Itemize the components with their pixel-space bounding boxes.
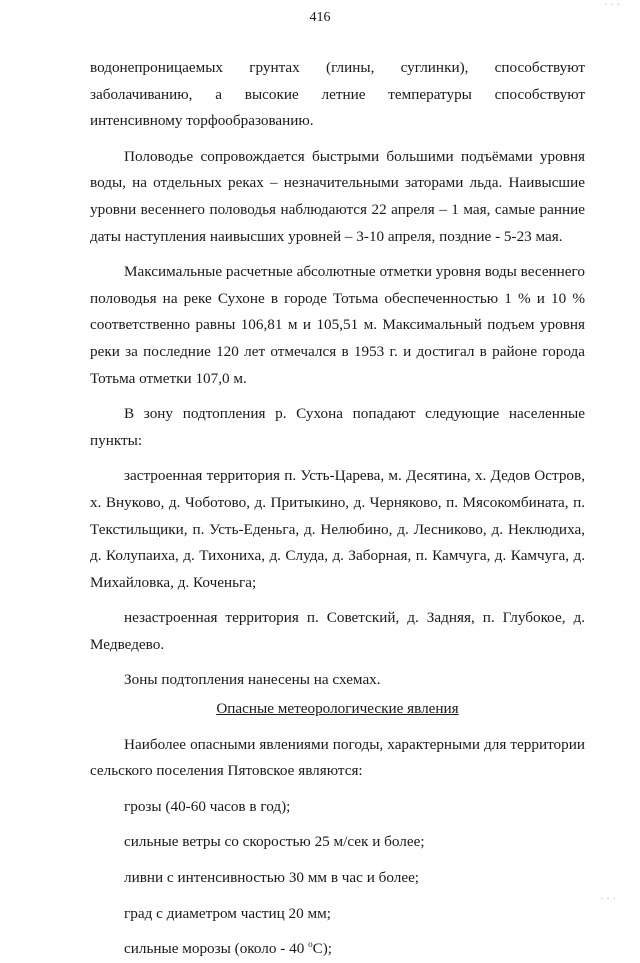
- paragraph-1-continuation: заболачиванию, а высокие летние температуры способствуют интенсивному торфообразованию.: [90, 85, 585, 130]
- corner-mark-bottom: · · ·: [600, 894, 616, 905]
- paragraph-flood-zone: В зону подтопления р. Сухона попадают следующие населенные пункты:: [90, 405, 585, 449]
- paragraph-1: водонепроницаемых грунтах (глины, суглинки), способствуют: [90, 59, 585, 76]
- paragraph-built-territory: застроенная территория п. Усть-Царева, м. Десятина, х. Дедов Остров, х. Внуково, д. Чоботово, д. Притыкино, д. Черняково, п. Мясокомбината, п. Текстильщики, п. Усть-Еденьга, д. Нелюбино, д. Лесниково, д. Неклюдиха, д. Колупаиха, д. Тихониха, д. Слуда, д. Заборная, п. Камчуга, д. Камчуга, д. Михайловка, д. Коченьга;: [90, 467, 585, 591]
- corner-mark-top: · · ·: [604, 0, 620, 11]
- list-item-frost: сильные морозы (около - 40 $^о$С);: [124, 939, 333, 958]
- list-item-storms: грозы (40-60 часов в год);: [124, 797, 291, 815]
- list-item-hail: град с диаметром частиц 20 мм;: [124, 904, 331, 922]
- paragraph-flood: Половодье сопровождается быстрыми большими подъёмами уровня воды, на отдельных реках – незначительными заторами льда. Наивысшие уровни весеннего половодья наблюдаются 22 апреля – 1 мая, самые ранние даты наступления наивысших уровней – 3-10 апреля, поздние - 5-23 мая.: [90, 147, 585, 245]
- paragraph-schemes: Зоны подтопления нанесены на схемах.: [124, 671, 381, 689]
- paragraph-weather: Наиболее опасными явлениями погоды, характерными для территории сельского поселения Пятовское являются:: [90, 735, 585, 780]
- paragraph-water-levels: Максимальные расчетные абсолютные отметки уровня воды весеннего половодья на реке Сухоне в городе Тотьма обеспеченностью 1 % и 10 % соответственно равны 106,81 м и 105,51 м. Максимальный подъем уровня реки за последние 120 лет отмечался в 1953 г. и достигал в районе города Тотьма отметки 107,0 м.: [90, 263, 585, 387]
- list-item-showers: ливни с интенсивностью 30 мм в час и более;: [124, 869, 420, 887]
- document-body: [90, 55, 585, 963]
- paragraph-unbuilt-territory: незастроенная территория п. Советский, д. Задняя, п. Глубокое, д. Медведево.: [90, 609, 585, 653]
- page-number: 416: [309, 10, 331, 25]
- list-item-winds: сильные ветры со скоростью 25 м/сек и более;: [124, 833, 425, 851]
- section-heading: Опасные метеорологические явления: [216, 700, 459, 718]
